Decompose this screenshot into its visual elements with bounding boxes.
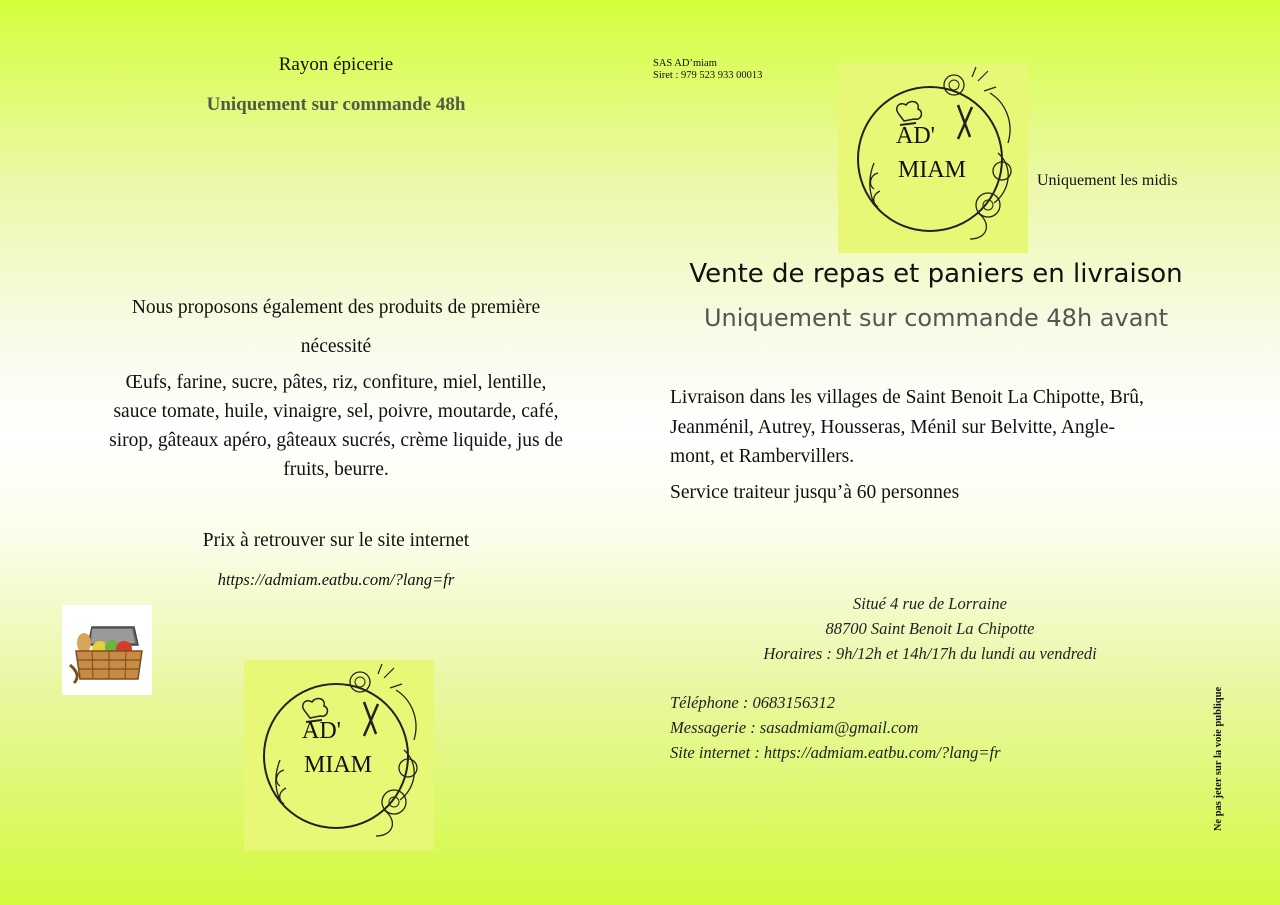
address-line: Situé 4 rue de Lorraine [853,594,1007,613]
lunch-only-note: Uniquement les midis [1037,172,1178,189]
epicerie-intro [86,288,586,366]
products-line: fruits, beurre. [283,459,389,480]
logo-text-line2: MIAM [304,752,373,778]
intro-line: Nous proposons également des produits de première [131,297,541,318]
website-link[interactable]: https://admiam.eatbu.com/?lang=fr [217,570,455,589]
ad-miam-logo [838,63,1028,253]
logo-text-line2: MIAM [898,157,967,183]
main-heading: Vente de repas et paniers en livraison [689,259,1183,289]
delivery-line: Livraison dans les villages de Saint Benoit La Chipotte, Brû, [670,387,1144,408]
delivery-line: Jeanménil, Autrey, Housseras, Ménil sur Belvitte, Angle- [670,416,1115,438]
products-list [80,368,592,484]
epicerie-subtitle: Uniquement sur commande 48h [206,94,466,115]
picnic-basket-icon [62,605,152,695]
logo-text-line1: AD' [302,718,341,744]
ad-miam-logo [244,660,434,850]
email-address[interactable]: Messagerie : sasadmiam@gmail.com [670,718,919,737]
opening-hours: Horaires : 9h/12h et 14h/17h du lundi au vendredi [763,644,1097,663]
contact-block [670,690,1170,765]
products-line: sirop, gâteaux apéro, gâteaux sucrés, crème liquide, jus de [109,430,563,451]
price-text: Prix à retrouver sur le site internet [202,530,470,551]
website-link[interactable]: Site internet : https://admiam.eatbu.com/?lang=fr [670,743,1001,762]
products-line: sauce tomate, huile, vinaigre, sel, poivre, moutarde, café, [113,401,559,422]
logo-text-line1: AD' [896,123,935,149]
main-subheading: Uniquement sur commande 48h avant [703,304,1169,332]
delivery-villages [670,383,1192,472]
company-name: SAS AD’miam [653,58,717,69]
address-block [690,591,1170,666]
phone-number[interactable]: Téléphone : 0683156312 [670,693,835,712]
company-info [653,58,813,82]
siret-number: Siret : 979 523 933 00013 [653,70,763,81]
products-line: Œufs, farine, sucre, pâtes, riz, confiture, miel, lentille, [125,372,547,393]
delivery-line: mont, et Rambervillers. [670,446,855,467]
intro-line: nécessité [300,336,372,357]
epicerie-title: Rayon épicerie [278,54,394,75]
catering-service: Service traiteur jusqu’à 60 personnes [670,482,960,503]
litter-notice: Ne pas jeter sur la voie publique [1213,686,1224,832]
address-line: 88700 Saint Benoit La Chipotte [825,619,1035,638]
